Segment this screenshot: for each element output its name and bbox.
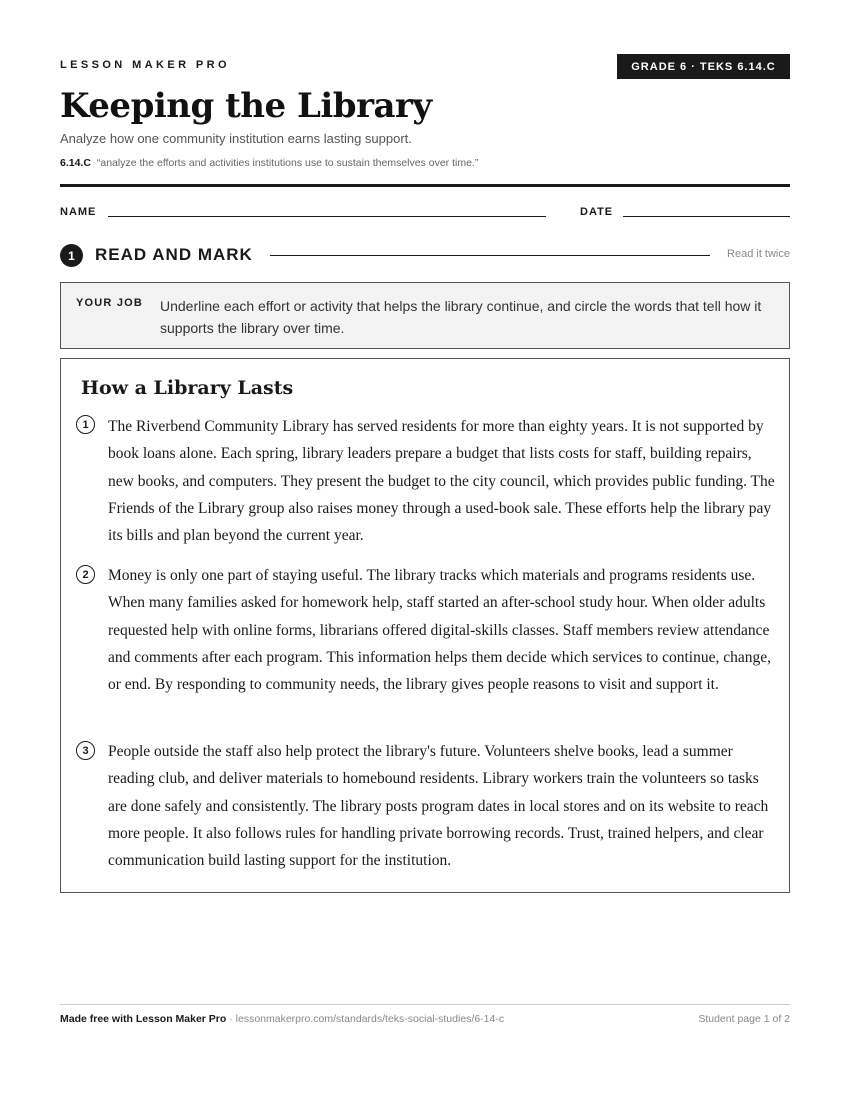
page-indicator: Student page 1 of 2: [698, 1013, 790, 1025]
paragraph-number: 1: [76, 415, 95, 434]
paragraph-1: The Riverbend Community Library has served residents for more than eighty years. It is not supported by book loans alone. Each spring, library leaders prepare a budget that lists costs for staff, building repairs, new books, and computers. They present the budget to the city council, which provides public funding. The Friends of the Library group also raises money through a used-book sale. These efforts help the library pay its bills and plan beyond the current year.: [108, 418, 775, 545]
standard-line: [60, 157, 478, 169]
footer-credit: [60, 1013, 504, 1025]
date-field[interactable]: [623, 216, 790, 217]
paragraph-number: 2: [76, 565, 95, 584]
name-field[interactable]: [108, 216, 546, 217]
header-divider: [60, 184, 790, 187]
footer-url: · lessonmakerpro.com/standards/teks-social-studies/6-14-c: [226, 1013, 505, 1025]
date-label: DATE: [580, 206, 614, 218]
paragraph-2: Money is only one part of staying useful. The library tracks which materials and programs residents use. When many families asked for homework help, staff started an after-school study hour. When older adults requested help with online forms, librarians offered digital-skills classes. Staff members review attendance and comments after each program. This information helps them decide which services to continue, change, or end. By responding to community needs, the library gives people reasons to visit and support it.: [108, 567, 771, 694]
page-subtitle: Analyze how one community institution earns lasting support.: [60, 131, 412, 146]
name-label: NAME: [60, 206, 97, 218]
paragraph-3: People outside the staff also help protect the library's future. Volunteers shelve books, lead a summer reading club, and deliver materials to homebound residents. Library workers train the volunteers so tasks are done safely and consistently. The library posts program dates in local stores and on its website to reach more people. It also follows rules for handling private borrowing records. Trust, trained helpers, and clear communication build lasting support for the institution.: [108, 743, 769, 870]
section-title: READ AND MARK: [95, 245, 253, 264]
footer-divider: [60, 1004, 790, 1005]
grade-badge: GRADE 6 · TEKS 6.14.C: [617, 54, 790, 79]
job-label: YOUR JOB: [76, 297, 144, 309]
standard-text: “analyze the efforts and activities institutions use to sustain themselves over time.”: [96, 157, 479, 169]
section-divider: [270, 255, 710, 256]
passage-title: How a Library Lasts: [81, 377, 294, 399]
job-instructions: Underline each effort or activity that helps the library continue, and circle the words that tell how it supports the library over time.: [160, 298, 762, 336]
brand-name: LESSON MAKER PRO: [60, 59, 230, 71]
paragraph-number: 3: [76, 741, 95, 760]
standard-code: 6.14.C: [60, 157, 91, 169]
job-box: [60, 282, 790, 349]
passage-box: [60, 358, 790, 893]
page-title: Keeping the Library: [60, 86, 432, 126]
section-number: 1: [60, 244, 83, 267]
footer-made-with: Made free with Lesson Maker Pro: [60, 1013, 227, 1025]
section-note: Read it twice: [727, 248, 790, 260]
